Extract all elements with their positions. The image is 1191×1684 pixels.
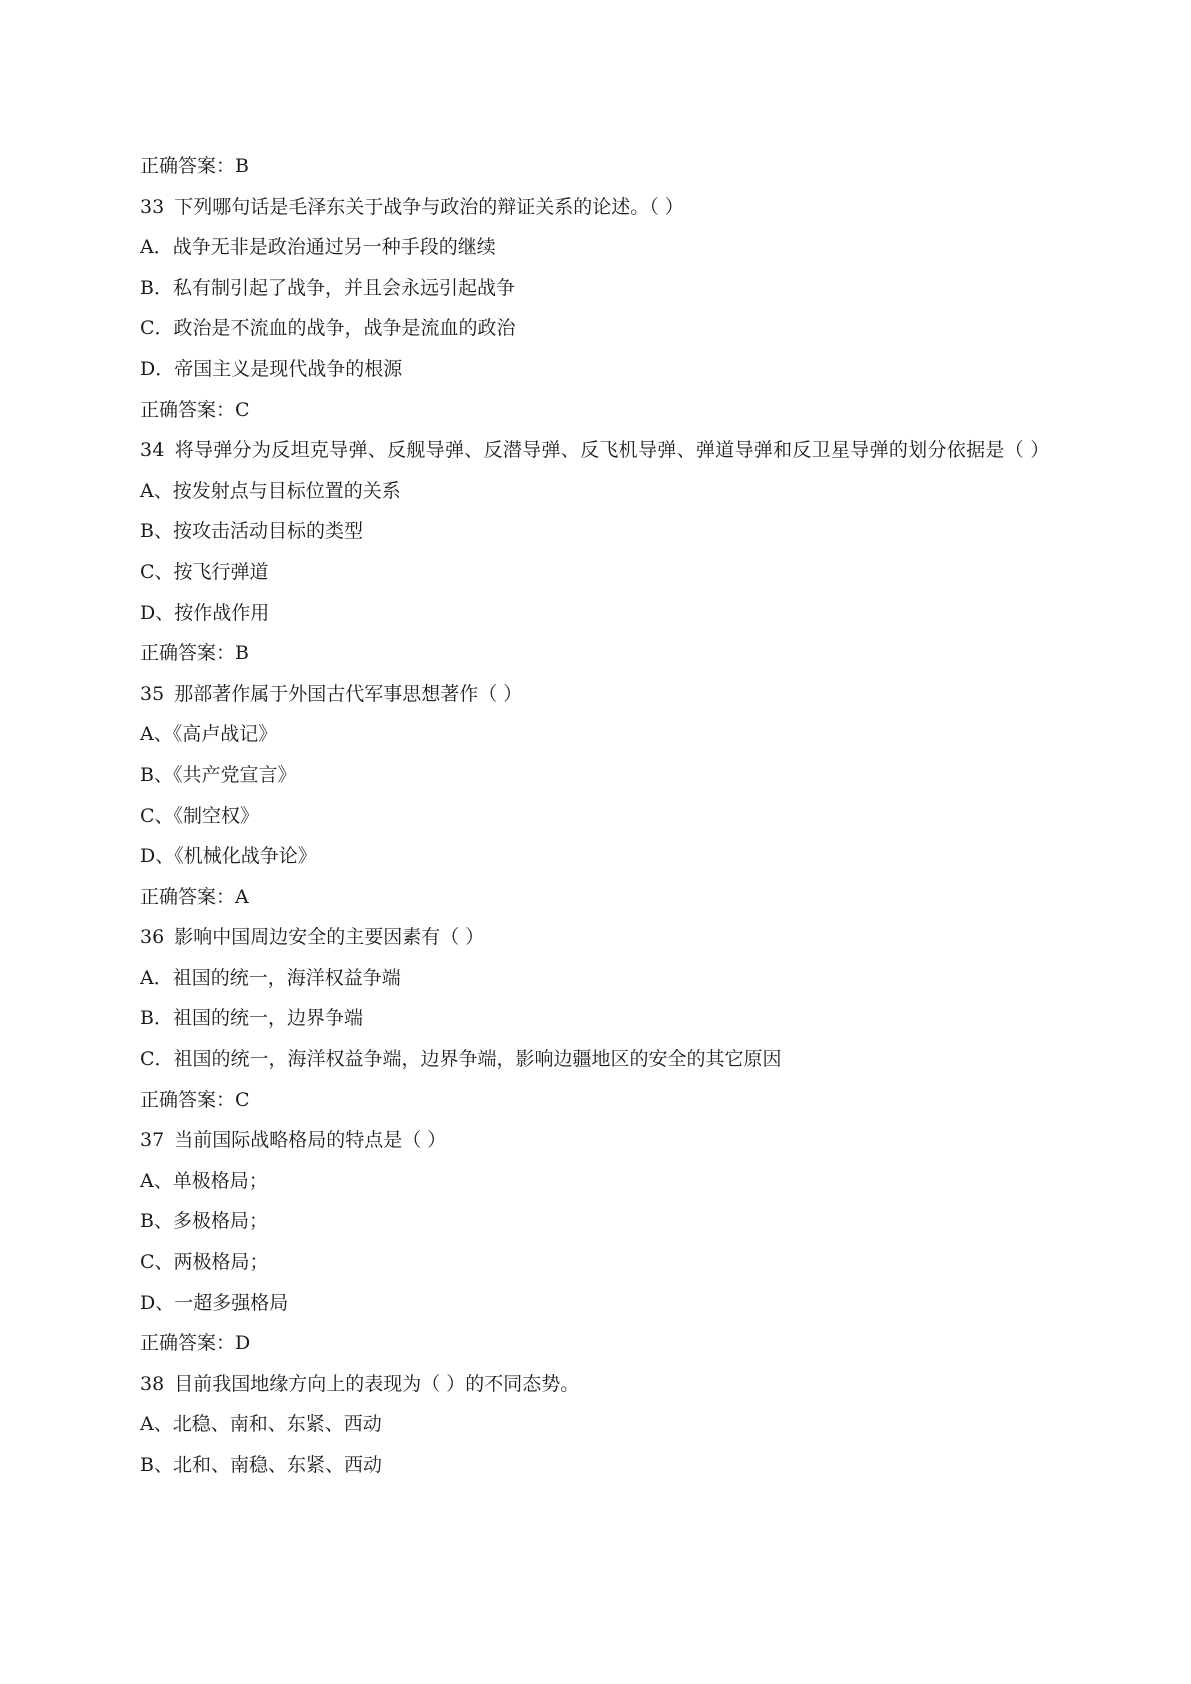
- option-line: A、《高卢战记》: [140, 723, 278, 746]
- question-number: 33: [140, 195, 165, 218]
- option-line: C、两极格局；: [140, 1251, 269, 1274]
- correct-answer-line: 正确答案：A: [140, 885, 249, 908]
- question-number: 37: [140, 1129, 165, 1152]
- document-body: [140, 146, 1080, 1486]
- option-line: C．祖国的统一，海洋权益争端，边界争端，影响边疆地区的安全的其它原因: [140, 1048, 782, 1071]
- option-line: D、一超多强格局: [140, 1291, 289, 1314]
- option-line: C、《制空权》: [140, 804, 260, 827]
- option-line: C．政治是不流血的战争，战争是流血的政治: [140, 317, 516, 340]
- option-line: A．战争无非是政治通过另一种手段的继续: [140, 236, 496, 259]
- correct-answer-line: 正确答案：C: [140, 398, 250, 421]
- option-line: B、多极格局；: [140, 1210, 268, 1233]
- question-text: 将导弹分为反坦克导弹、反舰导弹、反潜导弹、反飞机导弹、弹道导弹和反卫星导弹的划分依据是（ ）: [174, 439, 1050, 462]
- question-text: 当前国际战略格局的特点是（ ）: [174, 1129, 447, 1152]
- correct-answer-line: 正确答案：C: [140, 1088, 250, 1111]
- question-text: 目前我国地缘方向上的表现为（ ）的不同态势。: [174, 1372, 580, 1395]
- question-line: [140, 1120, 1080, 1161]
- question-line: [140, 917, 1080, 958]
- question-number: 34: [140, 439, 165, 462]
- option-line: A、北稳、南和、东紧、西动: [140, 1413, 382, 1436]
- question-line: [140, 430, 1080, 471]
- option-line: A．祖国的统一，海洋权益争端: [140, 966, 401, 989]
- option-line: B、北和、南稳、东紧、西动: [140, 1454, 382, 1476]
- correct-answer-line: 正确答案：B: [140, 642, 249, 665]
- question-text: 那部著作属于外国古代军事思想著作（ ）: [174, 682, 523, 705]
- question-line: [140, 187, 1080, 228]
- option-line: A、按发射点与目标位置的关系: [140, 479, 401, 502]
- option-line: B、《共产党宣言》: [140, 763, 297, 786]
- option-line: B、按攻击活动目标的类型: [140, 520, 363, 543]
- option-line: D、按作战作用: [140, 601, 270, 624]
- correct-answer-line: 正确答案：D: [140, 1332, 251, 1355]
- question-number: 36: [140, 926, 165, 949]
- option-line: D．帝国主义是现代战争的根源: [140, 357, 403, 380]
- option-line: B．祖国的统一，边界争端: [140, 1007, 363, 1030]
- question-text: 下列哪句话是毛泽东关于战争与政治的辩证关系的论述。（ ）: [174, 195, 684, 218]
- question-text: 影响中国周边安全的主要因素有（ ）: [174, 926, 485, 949]
- question-number: 35: [140, 682, 165, 705]
- question-line: [140, 1364, 1080, 1405]
- correct-answer-line: 正确答案：B: [140, 155, 249, 177]
- question-number: 38: [140, 1372, 165, 1395]
- option-line: B．私有制引起了战争，并且会永远引起战争: [140, 276, 515, 299]
- question-line: [140, 674, 1080, 715]
- option-line: A、单极格局；: [140, 1169, 268, 1192]
- option-line: C、按飞行弹道: [140, 560, 269, 583]
- option-line: D、《机械化战争论》: [140, 845, 317, 868]
